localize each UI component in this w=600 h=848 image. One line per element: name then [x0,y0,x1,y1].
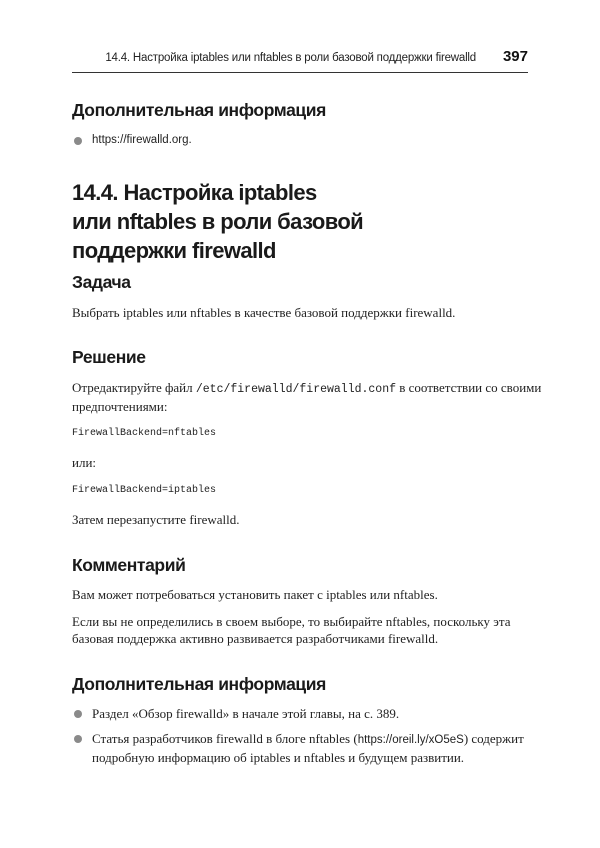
comment-p1-line: Вам может потребоваться установить пакет с iptables или nftables. [72,587,438,602]
more-info-heading: Дополнительная информация [72,674,326,694]
comment-heading: Комментарий [72,555,186,575]
intro-after: в соответствии со своими [396,380,542,395]
page-number: 397 [502,48,528,65]
bullet-icon [74,735,82,743]
more-info-item-1: Раздел «Обзор firewalld» в начале этой главы, на с. 389. [92,706,400,721]
running-header [72,50,528,73]
comment-p2 [72,613,528,647]
section-title-line-2: или nftables в роли базовой [72,209,364,234]
bullet-icon [74,137,82,145]
running-title: 14.4. Настройка iptables или nftables в роли базовой поддержки firewalld [105,52,476,64]
code-nftables: FirewallBackend=nftables [72,428,217,439]
section-title-line-1: 14.4. Настройка iptables [72,180,317,205]
task-heading: Задача [72,272,131,292]
or-text-line: или: [72,455,97,470]
intro-before: Отредактируйте файл [72,380,196,395]
bullet-icon [74,710,82,718]
firewalld-link[interactable]: https://firewalld.org. [92,134,192,146]
comment-p2-line-2: базовая поддержка активно развивается разработчиками firewalld. [72,631,439,646]
code-iptables: FirewallBackend=iptables [72,485,217,496]
solution-intro-line-2: предпочтениями: [72,399,168,414]
item2-after: ) содержит [463,731,524,746]
solution-intro-line-1 [72,379,542,398]
solution-intro [72,379,542,415]
list-item [72,132,528,149]
more-info-list [72,705,528,766]
config-path: /etc/firewalld/firewalld.conf [195,383,397,396]
more-info-item-2-line-1 [92,730,528,749]
section-title-line-3: поддержки firewalld [72,238,276,263]
list-item [72,705,528,722]
task-text [72,304,528,321]
section-title [72,178,372,265]
prev-more-info-list [72,132,528,149]
comment-p1 [72,586,528,603]
task-text-line: Выбрать iptables или nftables в качестве базовой поддержки firewalld. [72,305,456,320]
solution-heading: Решение [72,347,146,367]
restart-text [72,511,528,528]
comment-p2-line-1: Если вы не определились в своем выборе, то выбирайте nftables, поскольку эта [72,614,511,629]
oreilly-link[interactable]: https://oreil.ly/xO5eS [357,734,464,746]
or-text [72,454,528,471]
prev-more-info-heading: Дополнительная информация [72,100,326,120]
restart-text-line: Затем перезапустите firewalld. [72,512,240,527]
more-info-item-2-line-2: подробную информацию об iptables и nftables и будущем развитии. [92,750,465,765]
list-item [72,730,528,766]
item2-before: Статья разработчиков firewalld в блоге nftables ( [92,731,358,746]
